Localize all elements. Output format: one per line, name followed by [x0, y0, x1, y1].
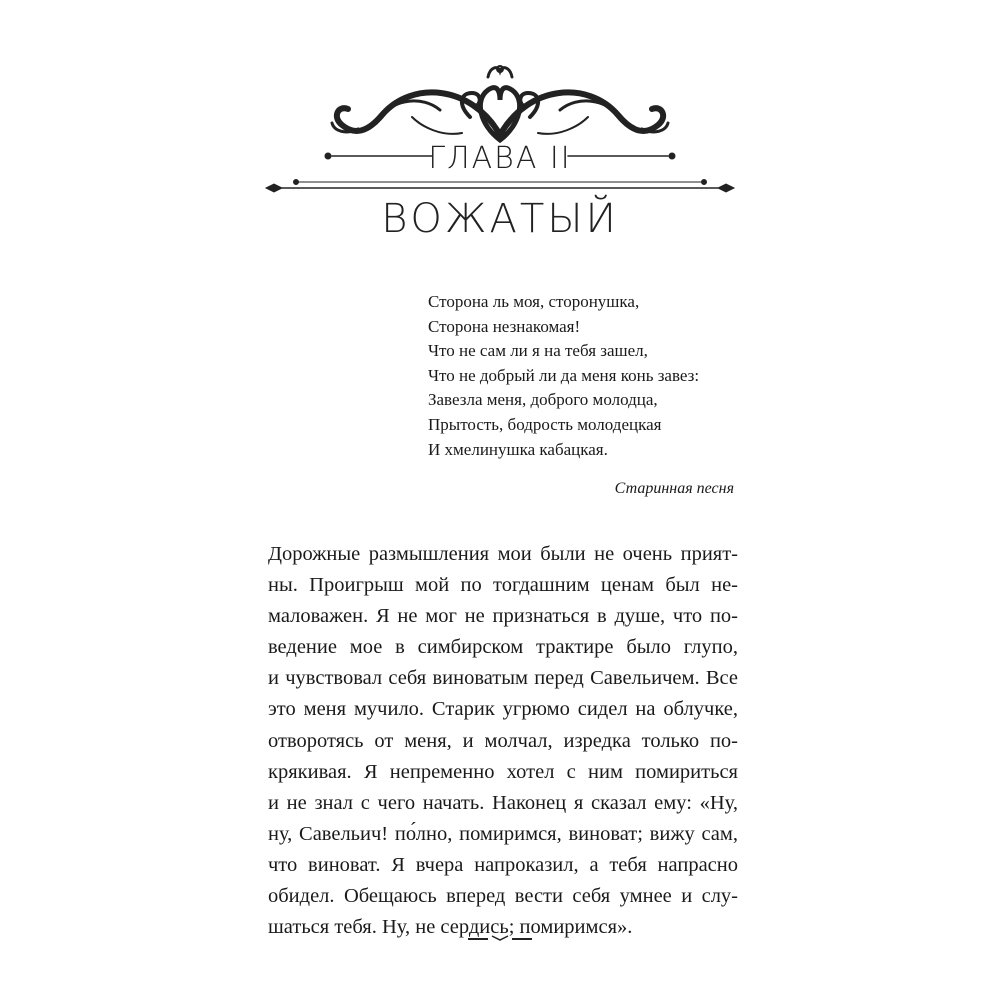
body-paragraph	[268, 539, 738, 943]
epigraph-line: Завезла меня, доброго молодца,	[428, 390, 658, 410]
text-line: маловажен. Я не мог не признаться в душе, что по-	[268, 605, 738, 628]
text-line: ны. Проигрыш мой по тогдашним ценам был не-	[268, 574, 738, 597]
chapter-header-ornament	[262, 55, 738, 205]
text-line: ведение мое в симбирском трактире было глупо,	[268, 636, 738, 659]
text-line: шаться тебя. Ну, не сердись; помиримся».	[268, 916, 633, 939]
footer-ornament	[466, 934, 534, 942]
text-line: что виноват. Я вчера напроказил, а тебя напрасно	[268, 853, 738, 876]
text-line: и не знал с чего начать. Наконец я сказал ему: «Ну,	[268, 791, 738, 814]
text-line: Дорожные размышления мои были не очень прият-	[268, 543, 738, 565]
epigraph-line: Сторона незнакомая!	[428, 316, 581, 336]
epigraph-line: Что не добрый ли да меня конь завез:	[428, 365, 700, 385]
epigraph-line: Прытость, бодрость молодецкая	[428, 414, 662, 434]
epigraph-line: Сторона ль моя, сторонушка,	[428, 292, 640, 311]
chapter-number: ГЛАВА II	[428, 141, 572, 176]
epigraph-line: И хмелинушка кабацкая.	[428, 439, 608, 459]
epigraph-source: Старинная песня	[614, 480, 734, 497]
text-line: и чувствовал себя виноватым перед Савельичем. Все	[268, 667, 738, 690]
chapter-title: ВОЖАТЫЙ	[381, 196, 619, 242]
epigraph	[428, 290, 748, 462]
text-line: обидел. Обещаюсь вперед вести себя умнее и слу-	[268, 885, 738, 908]
text-line: отворотясь от меня, и молчал, изредка только по-	[268, 729, 738, 752]
epigraph-line: Что не сам ли я на тебя зашел,	[428, 341, 648, 361]
text-line: ну, Савельич! по́лно, помиримся, виноват; вижу сам,	[268, 822, 738, 845]
text-line: это меня мучило. Старик угрюмо сидел на облучке,	[268, 698, 738, 721]
text-line: крякивая. Я непременно хотел с ним помириться	[268, 760, 738, 783]
